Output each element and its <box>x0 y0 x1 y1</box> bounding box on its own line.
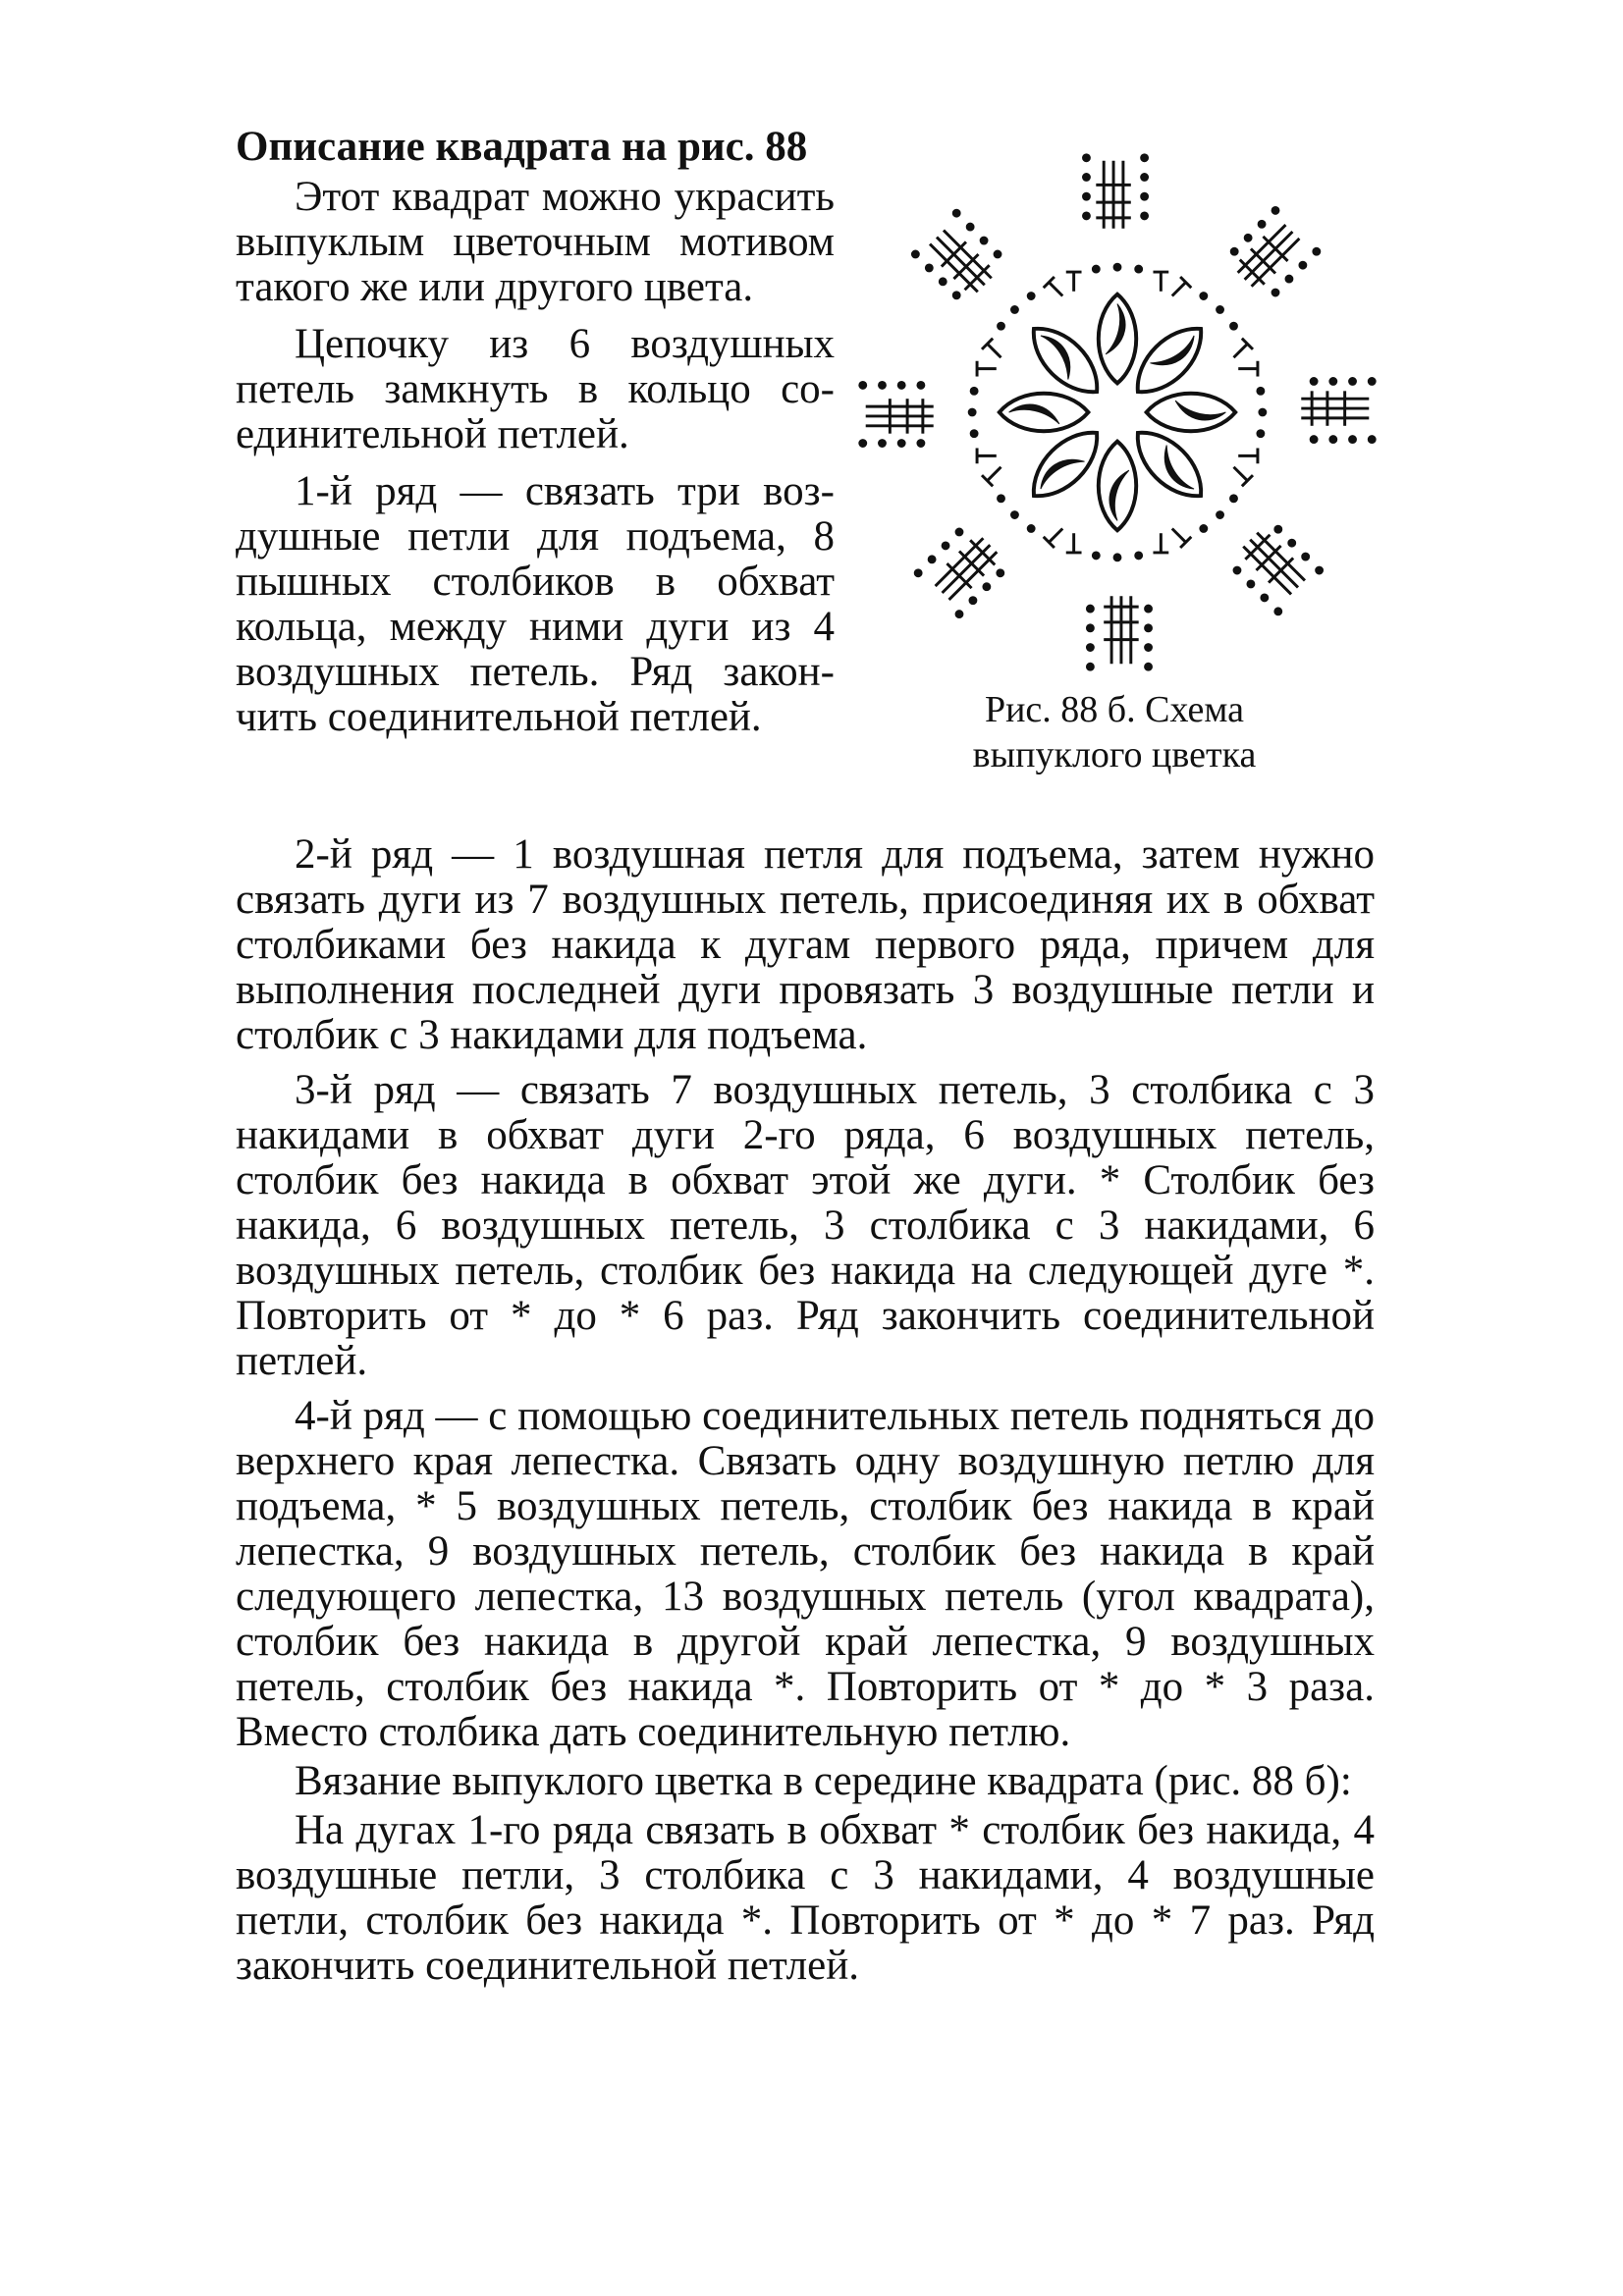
flower-intro-paragraph: Вязание выпуклого цветка в середине квадрата (рис. 88 б): <box>295 1758 1352 1804</box>
row-3-paragraph: 3-й ряд — связать 7 воздушных петель, 3 столбика с 3 накидами в обхват дуги 2-го ряда, 6 воздушных петель, столбик без накида в обхват этой же дуги. * Столбик без накида, 6 воздушных петель, 3 столбика с 3 накидами, 6 воздушных петель, столбик без накида на следующей дуге *. Повторить от * до * 6 раз. Ряд закончить соединительной петлей. <box>236 1067 1375 1384</box>
intro-paragraph-1: Этот квадрат можно украсить выпуклым цветочным мотивом такого же или другого цвета. <box>236 174 835 310</box>
row-4-paragraph: 4-й ряд — с помощью соединительных петель подняться до верхнего края лепестка. Связать одну воздушную петлю для подъема, * 5 воздушных петель, столбик без накида в край лепестка, 9 воздушных петель, столбик без накида в край следующего лепестка, 13 воздушных петель (угол квадрата), столбик без накида в другой край лепестка, 9 воздушных петель, столбик без накида *. Повторить от * до * 3 раза. Вместо столбика дать соединительную петлю. <box>236 1393 1375 1755</box>
intro-column <box>236 175 835 740</box>
rows-text <box>236 832 1375 1989</box>
figure-caption <box>923 687 1306 777</box>
row-2-paragraph: 2-й ряд — 1 воздушная петля для подъема, затем нужно связать дуги из 7 воздушных петель, присоединяя их в обхват столбиками без накида к дугам первого ряда, причем для выполнения последней дуги провязать 3 воздушные петли и столбик с 3 накидами для подъема. <box>236 831 1375 1058</box>
flower-diagram <box>846 137 1388 687</box>
flower-paragraph: На дугах 1-го ряда связать в обхват * столбик без накида, 4 воздушные петли, 3 столбика с 3 накидами, 4 воздушные петли, столбик без накида *. Повторить от * до * 7 раз. Ряд закончить соединительной петлей. <box>236 1807 1375 1989</box>
section-heading: Описание квадрата на рис. 88 <box>236 124 808 170</box>
figure-caption-line-1: Рис. 88 б. Схема <box>984 689 1245 730</box>
figure-caption-line-2: выпуклого цветка <box>972 734 1257 775</box>
intro-paragraph-2: Цепочку из 6 воздушных петель замкнуть в кольцо соединительной петлей. <box>236 321 835 457</box>
intro-paragraph-3: 1-й ряд — связать три воздушные петли для подъема, 8 пышных столбиков в обхват кольца, между ними дуги из 4 воздушных петель. Ряд закончить соединительной петлей. <box>236 468 835 740</box>
